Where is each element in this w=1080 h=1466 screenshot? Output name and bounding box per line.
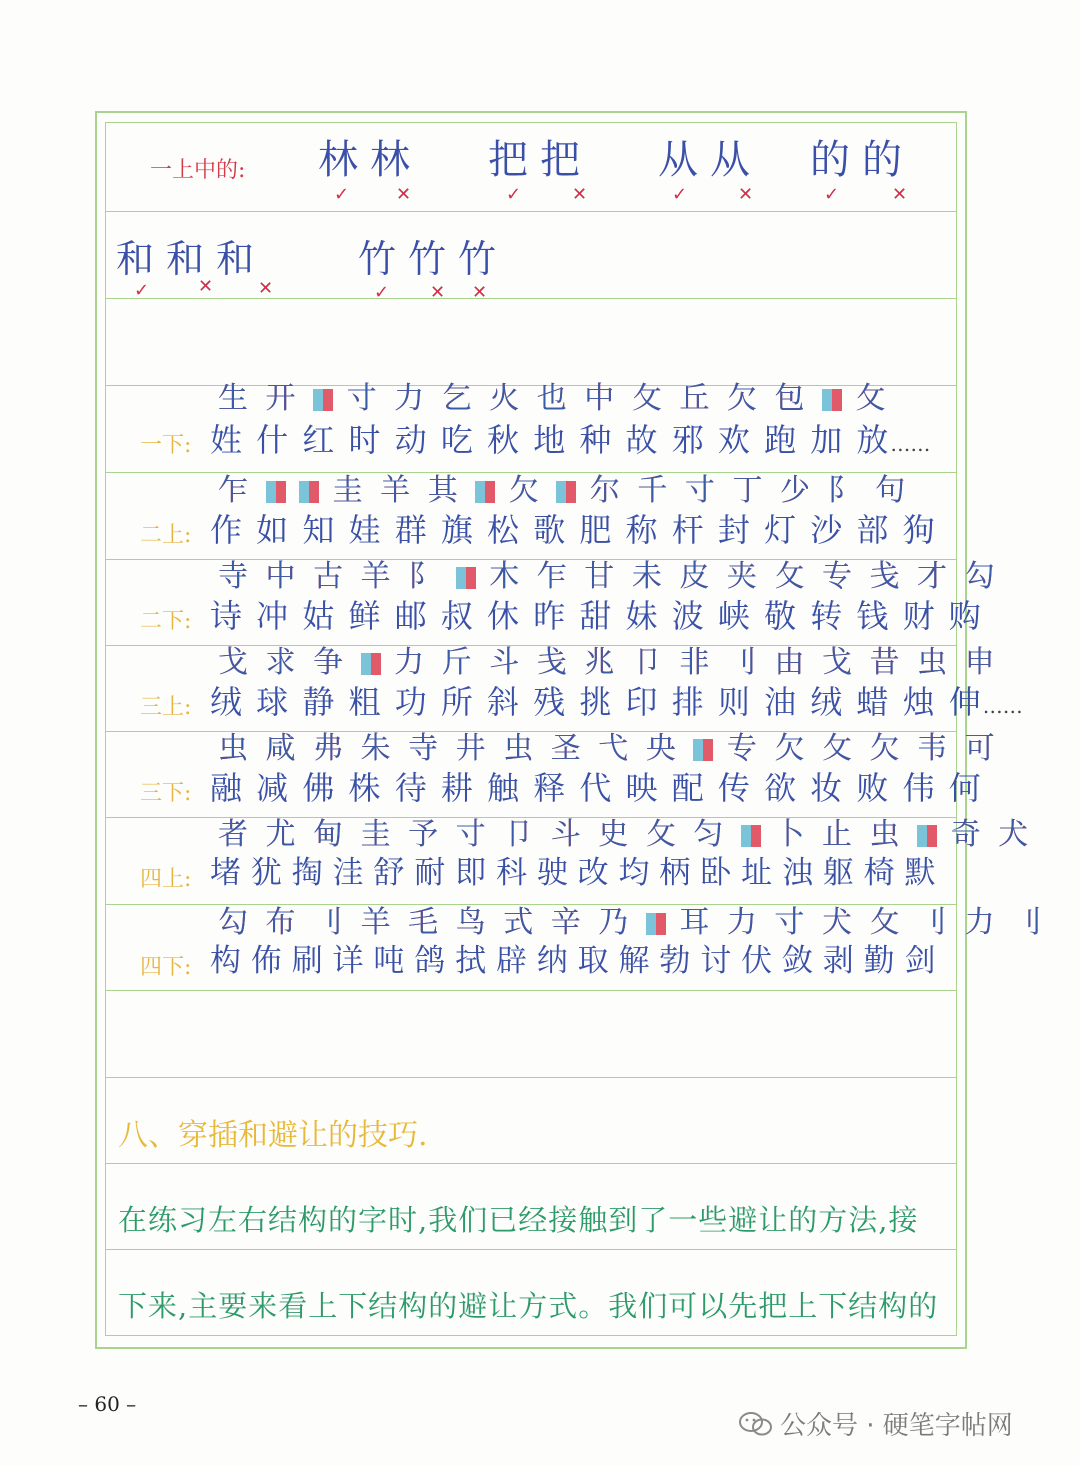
- characters: 姓 什 红 时 动 吃 秋 地 种 故 邪 欢 跑 加 放: [210, 421, 891, 459]
- check-mark-icon: ✓: [672, 184, 688, 205]
- character-row: [210, 943, 950, 979]
- grade-label: 二上:: [140, 523, 192, 548]
- character-row: [210, 421, 950, 459]
- component-row: 者 尤 甸 圭 予 寸 卩 斗 史 攵 匀 卜 止 虫 奇 犬: [218, 817, 1033, 852]
- characters: 绒 球 静 粗 功 所 斜 残 挑 印 排 则 油 绒 蜡 烛 伸: [210, 683, 983, 721]
- cross-mark-icon: ✕: [572, 184, 588, 205]
- rule-line: [105, 1249, 957, 1250]
- grade-label: 四下:: [140, 955, 192, 980]
- character-row: [210, 597, 983, 635]
- characters: 诗 冲 姑 鲜 邮 叔 休 昨 甜 妹 波 峡 敬 转 钱 财 购: [210, 597, 983, 635]
- cross-mark-icon: ✕: [198, 276, 214, 297]
- grade-label: 二下:: [140, 609, 192, 634]
- cross-mark-icon: ✕: [430, 282, 446, 303]
- characters: 作 如 知 娃 群 旗 松 歌 肥 称 杆 封 灯 沙 部 狗: [210, 511, 937, 549]
- characters: 堵 犹 掏 洼 舒 耐 即 科 驶 改 均 柄 卧 址 浊 躯 椅 默: [210, 855, 936, 891]
- char-group: 和和和: [116, 237, 267, 281]
- check-mark-icon: ✓: [334, 184, 350, 205]
- check-mark-icon: ✓: [134, 280, 150, 301]
- cross-mark-icon: ✕: [892, 184, 908, 205]
- rule-line: [105, 990, 957, 991]
- cross-mark-icon: ✕: [396, 184, 412, 205]
- component-row: 虫 咸 弗 朱 寺 井 虫 圣 弋 央 专 欠 攵 欠 韦 可: [218, 731, 999, 766]
- ellipsis: ……: [982, 694, 1023, 718]
- section-title: 八、穿插和避让的技巧.: [118, 1118, 428, 1153]
- character-row: [210, 511, 950, 549]
- cross-mark-icon: ✕: [258, 278, 274, 299]
- row1-label: 一上中的:: [150, 158, 246, 183]
- component-row: 戈 求 争 力 斤 斗 戋 兆 卩 非 刂 由 戈 昔 虫 申: [218, 645, 999, 680]
- characters: 构 佈 刷 详 吨 鸽 拭 辟 纳 取 解 勃 讨 伏 敛 剥 勤 剑: [210, 943, 936, 979]
- rule-line: [105, 211, 957, 212]
- component-row: 勾 布 刂 羊 毛 鸟 式 辛 乃 耳 力 寸 犬 攵 刂 力 刂: [218, 905, 1047, 940]
- watermark-text: 公众号 · 硬笔字帖网: [780, 1411, 1013, 1441]
- char-pair: 的的: [810, 137, 914, 183]
- cross-mark-icon: ✕: [738, 184, 754, 205]
- check-mark-icon: ✓: [374, 282, 390, 303]
- component-row: 生 开 寸 力 乞 火 也 中 攵 丘 欠 包 攵: [218, 381, 890, 416]
- grade-label: 四上:: [140, 867, 192, 892]
- grade-label: 三上:: [140, 695, 192, 720]
- char-pair: 从从: [658, 137, 762, 183]
- grade-label: 一下:: [140, 433, 192, 458]
- wechat-icon: [738, 1410, 774, 1438]
- rule-line: [105, 1163, 957, 1164]
- character-row: [210, 769, 983, 807]
- page-number: – 60 –: [78, 1392, 137, 1416]
- char-pair: 林林: [318, 137, 422, 183]
- component-row: 寺 中 古 羊 阝 木 乍 甘 未 皮 夹 攵 专 戋 才 勾: [218, 559, 999, 594]
- rule-line: [105, 1077, 957, 1078]
- char-group: 竹竹竹: [358, 237, 509, 281]
- characters: 融 减 佛 株 待 耕 触 释 代 映 配 传 欲 妆 败 伟 何: [210, 769, 983, 807]
- ellipsis: ……: [890, 432, 931, 456]
- character-row: [210, 855, 950, 891]
- cross-mark-icon: ✕: [472, 282, 488, 303]
- rule-line: [105, 298, 957, 299]
- check-mark-icon: ✓: [506, 184, 522, 205]
- grade-label: 三下:: [140, 781, 192, 806]
- check-mark-icon: ✓: [824, 184, 840, 205]
- component-row: 乍 圭 羊 其 欠 尔 千 寸 丁 少 阝 句: [218, 473, 910, 508]
- paragraph-line: 在练习左右结构的字时,我们已经接触到了一些避让的方法,接: [118, 1203, 919, 1237]
- paragraph-line: 下来,主要来看上下结构的避让方式。我们可以先把上下结构的: [118, 1289, 939, 1323]
- char-pair: 把把: [488, 137, 592, 183]
- character-row: [210, 683, 1023, 721]
